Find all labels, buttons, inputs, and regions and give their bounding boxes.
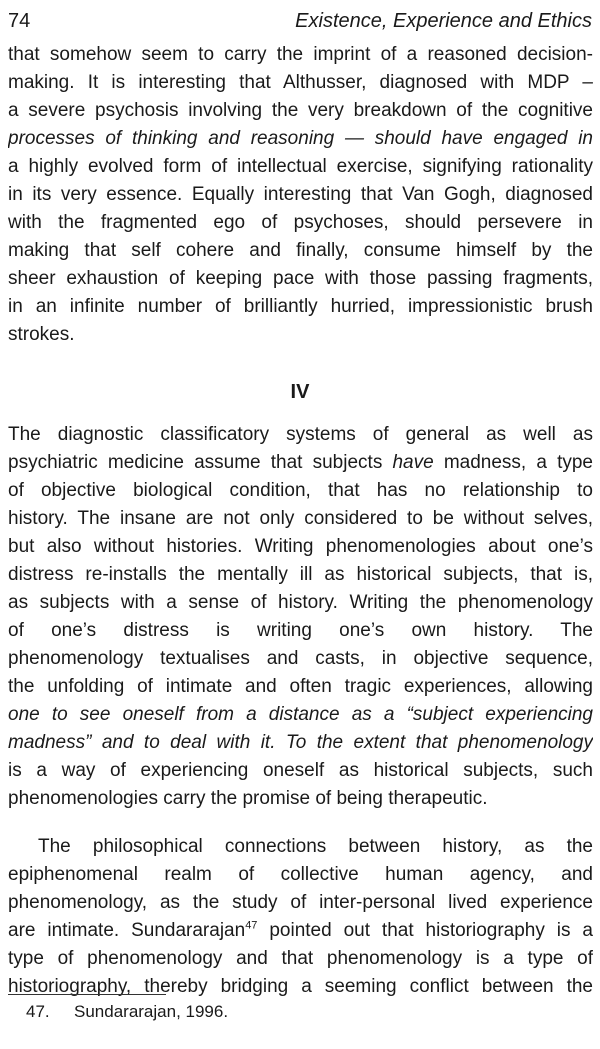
text-line: of one’s distress is writing one’s own history. The: [8, 620, 593, 641]
footnote-text: Sundararajan, 1996.: [74, 1002, 229, 1021]
footnote-reference: 47: [245, 919, 258, 932]
running-title: Existence, Experience and Ethics: [295, 10, 592, 32]
text-line: The philosophical connections between history, as the: [38, 836, 593, 857]
text-line: [8, 918, 593, 944]
text-line: epiphenomenal realm of collective human agency, and: [8, 864, 593, 885]
footnote-divider: [8, 994, 166, 995]
page-header: [8, 6, 592, 36]
text-line: a highly evolved form of intellectual exercise, signifying rationality: [8, 156, 593, 177]
text-line: sheer exhaustion of keeping pace with those passing fragments,: [8, 268, 593, 289]
text-line: type of phenomenology and that phenomenology is a type of: [8, 948, 593, 969]
text-line: The diagnostic classificatory systems of general as well as: [8, 424, 593, 445]
text-line: in an infinite number of brilliantly hurried, impressionistic brush: [8, 296, 593, 317]
text-run: pointed out that historiography is a: [257, 920, 593, 941]
emphasis-text: madness”: [8, 732, 92, 753]
text-line: in its very essence. Equally interesting that Van Gogh, diagnosed: [8, 184, 593, 205]
text-line: making. It is interesting that Althusser, diagnosed with MDP –: [8, 72, 593, 93]
text-run: and to deal with it. To the extent that phenomenology: [91, 732, 593, 753]
text-run: psychiatric medicine assume that subjects: [8, 452, 393, 473]
text-line: phenomenologies carry the promise of being therapeutic.: [8, 788, 488, 809]
text-line: distress re-installs the mentally ill as historical subjects, that is,: [8, 564, 593, 585]
text-line: strokes.: [8, 324, 75, 345]
text-line: the unfolding of intimate and often tragic experiences, allowing: [8, 676, 593, 697]
text-line: of objective biological condition, that has no relationship to: [8, 480, 593, 501]
text-line: [8, 730, 593, 756]
footnote: [26, 1000, 228, 1024]
text-line: with the fragmented ego of psychoses, should persevere in: [8, 212, 593, 233]
text-line: that somehow seem to carry the imprint of a reasoned decision-: [8, 44, 593, 65]
text-line: phenomenology, as the study of inter-personal lived experience: [8, 892, 593, 913]
footnote-number: 47.: [26, 1002, 50, 1021]
text-line: [8, 450, 593, 476]
text-run: madness, a type: [433, 452, 593, 473]
text-line: a severe psychosis involving the very breakdown of the cognitive: [8, 100, 593, 121]
text-line: as subjects with a sense of history. Writing the phenomenology: [8, 592, 593, 613]
emphasis-text: have: [392, 452, 434, 473]
page-number: 74: [8, 10, 31, 32]
text-line: historiography, thereby bridging a seeming conflict between the: [8, 976, 593, 997]
text-line: making that self cohere and finally, consume himself by the: [8, 240, 593, 261]
text-line: history. The insane are not only considered to be without selves,: [8, 508, 593, 529]
text-line: processes of thinking and reasoning — should have engaged in: [8, 128, 593, 149]
text-line: is a way of experiencing oneself as historical subjects, such: [8, 760, 593, 781]
text-run: are intimate. Sundararajan: [8, 920, 246, 941]
section-heading: IV: [290, 381, 310, 403]
text-line: but also without histories. Writing phenomenologies about one’s: [8, 536, 593, 557]
text-line: one to see oneself from a distance as a “subject experiencing: [8, 704, 593, 725]
text-line: phenomenology textualises and casts, in objective sequence,: [8, 648, 593, 669]
